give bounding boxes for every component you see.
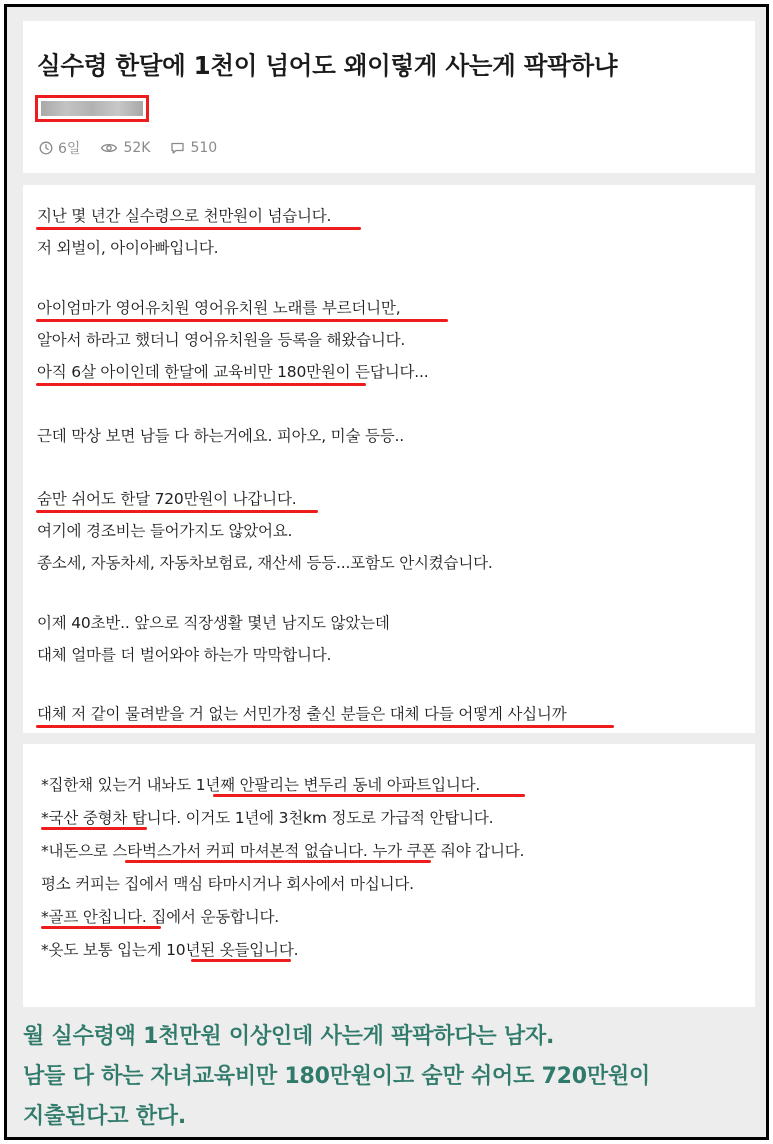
underline-mark	[36, 227, 361, 230]
list-line: 평소 커피는 집에서 맥심 타마시거나 회사에서 마십니다.	[41, 875, 414, 893]
list-line: *국산 중형차 탑니다. 이거도 1년에 3천km 정도로 가급적 안탑니다.	[41, 809, 494, 827]
underline-mark	[125, 860, 431, 863]
screenshot-frame	[4, 4, 769, 1140]
author-name-blurred	[41, 101, 143, 116]
underline-mark	[41, 926, 161, 929]
underline-mark	[213, 794, 525, 797]
post-title: 실수령 한달에 1천이 넘어도 왜이렇게 사는게 팍팍하냐	[37, 51, 618, 80]
body-line: 대체 얼마를 더 벌어와야 하는가 막막합니다.	[37, 646, 332, 664]
body-line: 대체 저 같이 물려받을 거 없는 서민가정 출신 분들은 대체 다들 어떻게 사십니까	[37, 705, 567, 723]
body-line: 지난 몇 년간 실수령으로 천만원이 넘습니다.	[37, 207, 332, 225]
meta-views-value: 52K	[123, 140, 151, 156]
post-list	[23, 744, 755, 1007]
post-header	[23, 21, 755, 173]
comment-bubble-icon	[170, 141, 185, 155]
body-line: 숨만 쉬어도 한달 720만원이 나갑니다.	[37, 490, 297, 508]
author-redacted-box	[35, 95, 149, 122]
body-line: 아직 6살 아이인데 한달에 교육비만 180만원이 든답니다...	[37, 363, 429, 381]
meta-comments-value: 510	[190, 140, 218, 156]
body-line: 이제 40초반.. 앞으로 직장생활 몇년 남지도 않았는데	[37, 614, 390, 632]
post-body	[23, 185, 755, 733]
caption-area	[7, 1007, 766, 1137]
meta-time	[39, 138, 80, 158]
underline-mark	[36, 725, 614, 728]
caption-line: 월 실수령액 1천만원 이상인데 사는게 팍팍하다는 남자.	[23, 1024, 555, 1049]
body-line: 여기에 경조비는 들어가지도 않았어요.	[37, 522, 293, 540]
meta-time-value: 6일	[58, 141, 81, 157]
list-line: *옷도 보통 입는게 10년된 옷들입니다.	[41, 941, 299, 959]
list-line: *골프 안칩니다. 집에서 운동합니다.	[41, 908, 280, 926]
caption-line: 지출된다고 한다.	[23, 1104, 186, 1129]
eye-icon	[100, 141, 118, 155]
list-line: *집한채 있는거 내놔도 1년째 안팔리는 변두리 동네 아파트입니다.	[41, 776, 481, 794]
meta-comments[interactable]	[170, 140, 217, 156]
underline-mark	[36, 383, 366, 386]
underline-mark	[41, 827, 147, 830]
underline-mark	[36, 510, 318, 513]
post-meta	[39, 138, 237, 158]
meta-views	[100, 140, 150, 156]
body-line: 저 외벌이, 아이아빠입니다.	[37, 239, 219, 257]
body-line: 알아서 하라고 했더니 영어유치원을 등록을 해왔습니다.	[37, 331, 406, 349]
body-line: 종소세, 자동차세, 자동차보험료, 재산세 등등...포함도 안시켰습니다.	[37, 554, 493, 572]
list-line: *내돈으로 스타벅스가서 커피 마셔본적 없습니다. 누가 쿠폰 줘야 갑니다.	[41, 842, 525, 860]
clock-icon	[39, 141, 53, 155]
body-line: 아이엄마가 영어유치원 영어유치원 노래를 부르더니만,	[37, 299, 401, 317]
body-line: 근데 막상 보면 남들 다 하는거에요. 피아오, 미술 등등..	[37, 427, 404, 445]
caption-line: 남들 다 하는 자녀교육비만 180만원이고 숨만 쉬어도 720만원이	[23, 1064, 651, 1089]
underline-mark	[191, 959, 291, 962]
underline-mark	[36, 319, 448, 322]
